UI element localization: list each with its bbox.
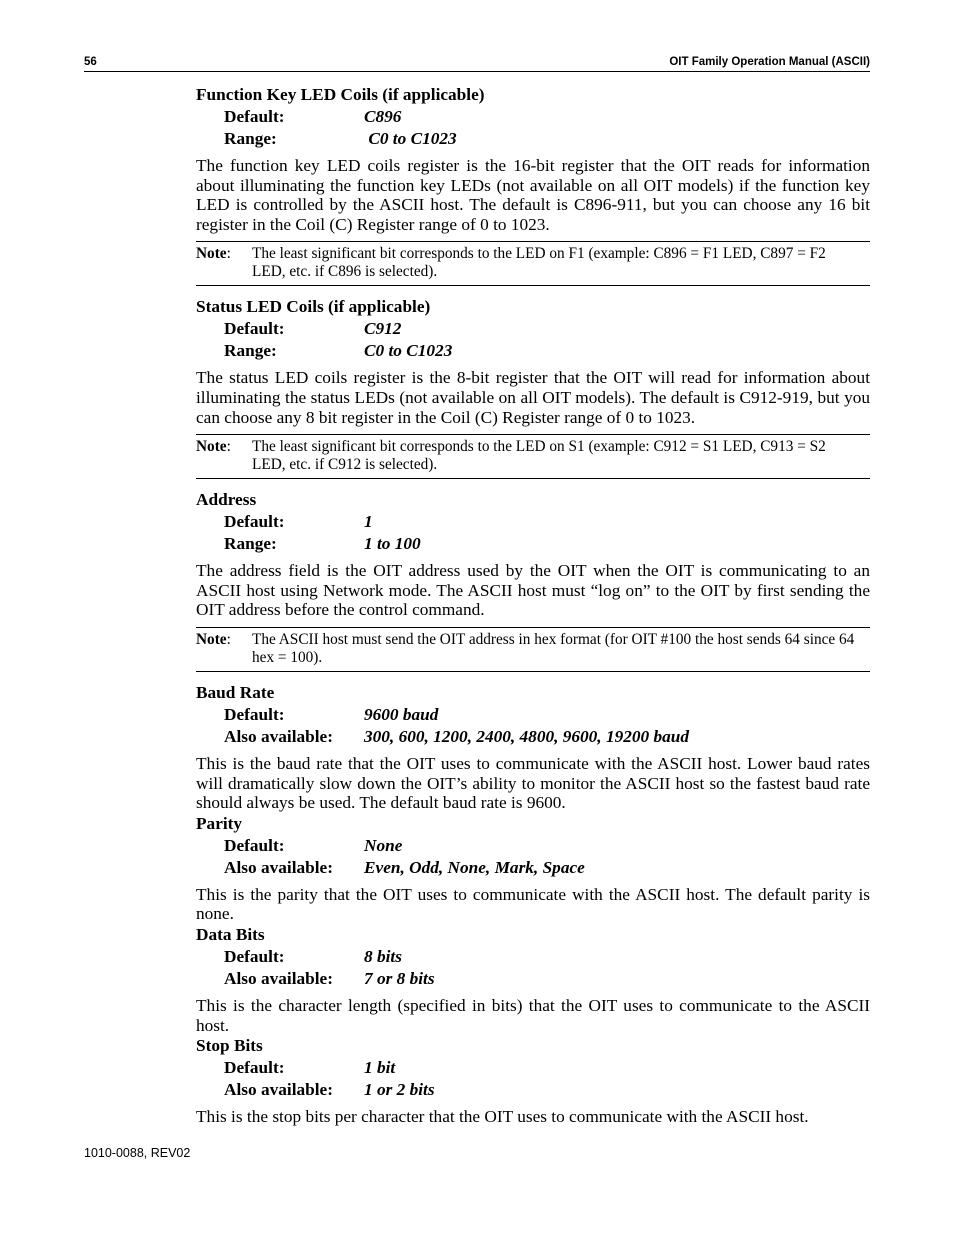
field-row-range bbox=[196, 533, 870, 555]
note-box bbox=[196, 434, 870, 479]
field-row-default bbox=[196, 946, 870, 968]
section-parity bbox=[196, 813, 870, 924]
field-label: Default: bbox=[224, 107, 285, 126]
field-row-default bbox=[196, 835, 870, 857]
field-row-also-available bbox=[196, 726, 870, 748]
field-value: C912 bbox=[364, 319, 402, 339]
note-colon: : bbox=[226, 245, 231, 263]
field-value: 7 or 8 bits bbox=[364, 968, 435, 988]
note-colon: : bbox=[226, 438, 231, 456]
field-label: Range: bbox=[224, 129, 277, 148]
field-value: 1 to 100 bbox=[364, 534, 421, 554]
field-value: C0 to C1023 bbox=[364, 129, 457, 148]
note-box bbox=[196, 627, 870, 672]
field-row-range bbox=[196, 340, 870, 362]
note-box bbox=[196, 241, 870, 286]
field-value: 8 bits bbox=[364, 946, 402, 966]
note-label: Note bbox=[196, 438, 227, 456]
running-title: OIT Family Operation Manual (ASCII) bbox=[669, 56, 870, 68]
field-label: Default: bbox=[224, 512, 285, 532]
field-value: C0 to C1023 bbox=[364, 341, 453, 361]
section-title: Parity bbox=[196, 813, 243, 833]
section-title: Status LED Coils (if applicable) bbox=[196, 297, 431, 317]
section-paragraph: The address field is the OIT address used by the OIT when the OIT is communicating to an ASCII host using Network mode. The ASCII host must “log on” to the OIT by first sending the OIT address before the control command. bbox=[196, 561, 870, 620]
field-row-also-available bbox=[196, 968, 870, 990]
section-title: Function Key LED Coils (if applicable) bbox=[196, 85, 485, 104]
field-label: Range: bbox=[224, 534, 277, 554]
page-body bbox=[196, 84, 870, 1127]
section-paragraph: This is the baud rate that the OIT uses to communicate with the ASCII host. Lower baud rates will dramatically slow down the OIT’s ability to monitor the ASCII host so the fastest baud rate should always be used. The default baud rate is 9600. bbox=[196, 753, 870, 813]
field-label: Range: bbox=[224, 341, 277, 361]
field-row-also-available bbox=[196, 857, 870, 879]
page-footer: 1010-0088, REV02 bbox=[84, 1146, 191, 1160]
field-row-default bbox=[196, 511, 870, 533]
page-number: 56 bbox=[84, 56, 97, 68]
field-label: Default: bbox=[224, 1058, 285, 1078]
field-value: 9600 baud bbox=[364, 704, 439, 724]
section-status-led-coils bbox=[196, 296, 870, 479]
field-row-default bbox=[196, 106, 870, 128]
section-title: Data Bits bbox=[196, 924, 265, 944]
section-paragraph: This is the character length (specified in bits) that the OIT uses to communicate to the ASCII host. bbox=[196, 995, 870, 1035]
field-row-range bbox=[196, 128, 870, 150]
note-label: Note bbox=[196, 245, 227, 263]
section-baud-rate bbox=[196, 682, 870, 813]
note-label: Note bbox=[196, 630, 227, 648]
section-stop-bits bbox=[196, 1035, 870, 1127]
note-text: The ASCII host must send the OIT address in hex format (for OIT #100 the host sends 64 since 64 hex = 100). bbox=[252, 630, 855, 666]
section-title: Baud Rate bbox=[196, 682, 275, 702]
section-paragraph: The function key LED coils register is the 16-bit register that the OIT reads for information about illuminating the function key LEDs (not available on all OIT models) if the function key LED is controlled by the ASCII host. The default is C896-911, but you can choose any 16 bit register in the Coil (C) Register range of 0 to 1023. bbox=[196, 156, 870, 234]
field-label: Default: bbox=[224, 946, 285, 966]
section-paragraph: This is the stop bits per character that the OIT uses to communicate with the ASCII host. bbox=[196, 1107, 809, 1127]
section-data-bits bbox=[196, 924, 870, 1035]
field-row-default bbox=[196, 318, 870, 340]
section-title: Stop Bits bbox=[196, 1036, 263, 1056]
field-value: Even, Odd, None, Mark, Space bbox=[364, 857, 585, 877]
field-value: 1 bbox=[364, 512, 373, 532]
field-label: Also available: bbox=[224, 968, 333, 988]
field-label: Default: bbox=[224, 835, 285, 855]
field-label: Also available: bbox=[224, 726, 333, 746]
page-header bbox=[84, 55, 870, 72]
field-label: Default: bbox=[224, 319, 285, 339]
field-row-default bbox=[196, 704, 870, 726]
field-row-also-available bbox=[196, 1079, 870, 1101]
note-text: The least significant bit corresponds to the LED on S1 (example: C912 = S1 LED, C913 = S2 LED, etc. if C912 is selected). bbox=[252, 438, 826, 474]
field-value: 1 bit bbox=[364, 1058, 396, 1078]
field-value: 300, 600, 1200, 2400, 4800, 9600, 19200 baud bbox=[364, 726, 689, 746]
field-row-default bbox=[196, 1057, 870, 1079]
field-value: None bbox=[364, 835, 403, 855]
section-title: Address bbox=[196, 490, 257, 510]
section-address bbox=[196, 489, 870, 672]
section-function-key-led-coils bbox=[196, 84, 870, 286]
field-value: 1 or 2 bits bbox=[364, 1080, 435, 1100]
note-text: The least significant bit corresponds to the LED on F1 (example: C896 = F1 LED, C897 = F2 LED, etc. if C896 is selected). bbox=[252, 245, 826, 281]
field-label: Also available: bbox=[224, 857, 333, 877]
field-label: Default: bbox=[224, 704, 285, 724]
field-label: Also available: bbox=[224, 1080, 333, 1100]
section-paragraph: This is the parity that the OIT uses to communicate with the ASCII host. The default parity is none. bbox=[196, 884, 870, 924]
note-colon: : bbox=[226, 630, 231, 648]
field-value: C896 bbox=[364, 107, 402, 126]
section-paragraph: The status LED coils register is the 8-bit register that the OIT will read for information about illuminating the status LEDs (not available on all OIT models). The default is C912-919, but you can choose any 8 bit register in the Coil (C) Register range of 0 to 1023. bbox=[196, 368, 870, 427]
